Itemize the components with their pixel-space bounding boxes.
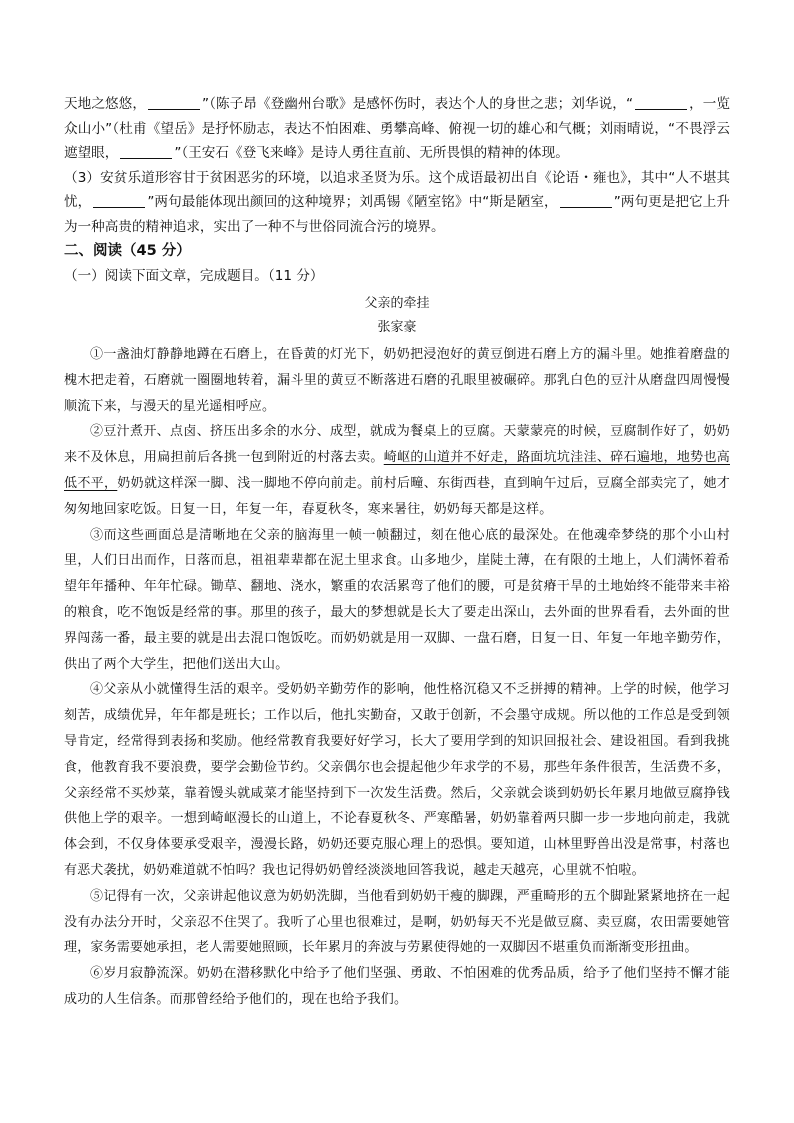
sub-section-title: （一）阅读下面文章，完成题目。（11 分） <box>64 267 324 284</box>
section-title: 二、阅读（45 分） <box>64 243 191 259</box>
text-segment: ”（陈子昂《登幽州台歌》是感怀伤时，表达个人的身世之悲；刘华说，“ <box>202 96 633 112</box>
text-segment: ”两句更是把它上升为一种高贵的精神追求，实出了一种不与世俗同流合污的境界。 <box>64 194 731 235</box>
underlined-sentence: 崎岖的山道并不好走，路面坑坑洼洼、碎石遍地，地势也高低不平， <box>64 450 730 491</box>
fill-in-paragraph-2 <box>64 166 730 240</box>
article-paragraph-1: ①一盏油灯静静地蹲在石磨上，在昏黄的灯光下，奶奶把浸泡好的黄豆倒进石磨上方的漏斗里。她推着磨盘的槐木把走着，石磨就一圈圈地转着，漏斗里的黄豆不断落进石磨的孔眼里被碾碎。那乳白色的豆汁从磨盘四周慢慢顺流下来，与漫天的星光遥相呼应。 <box>64 347 730 414</box>
fill-in-paragraph-1 <box>64 92 730 166</box>
answer-blank[interactable] <box>635 95 687 110</box>
article-body <box>64 342 730 1013</box>
text-segment: 天地之悠悠， <box>64 96 146 112</box>
article-paragraph-4: ④父亲从小就懂得生活的艰辛。受奶奶辛勤劳作的影响，他性格沉稳又不乏拼搏的精神。上学的时候，他学习刻苦，成绩优异，年年都是班长；工作以后，他扎实勤奋，又敢于创新，不会墨守成规。所以他的工作总是受到领导肯定，经常得到表扬和奖励。他经常教育我要好好学习，长大了要用学到的知识回报社会、建设祖国。看到我挑食，他教育我不要浪费，要学会勤俭节约。父亲偶尔也会提起他少年求学的不易，那些年条件很苦，生活费不多，父亲经常不买炒菜，靠着馒头就咸菜才能坚持到下一次发生活费。然后，父亲就会谈到奶奶长年累月地做豆腐挣钱供他上学的艰辛。一想到崎岖漫长的山道上，不论春夏秋冬、严寒酷暑，奶奶靠着两只脚一步一步地向前走，我就体会到，不仅身体要承受艰辛，漫漫长路，奶奶还要克服心理上的恐惧。要知道，山林里野兽出没是常事，村落也有恶犬袭扰，奶奶难道就不怕吗？我也记得奶奶曾经淡淡地回答我说，越走天越亮，心里就不怕啦。 <box>64 682 730 878</box>
text-segment: ”两句最能体现出颜回的这种境界；刘禹锡《陋室铭》中“斯是陋室， <box>147 194 558 210</box>
article-paragraph-2 <box>64 419 730 522</box>
document-page <box>64 92 730 1013</box>
text-segment: ②豆汁煮开、点卤、挤压出多余的水分、成型，就成为餐桌上的豆腐。天蒙蒙亮的时候，豆腐制作好了，奶奶来不及休息，用扁担前后各挑一包到附近的村落去卖。 <box>64 424 730 466</box>
article-title: 父亲的牵挂 <box>364 296 430 311</box>
text-segment: 奶奶就这样深一脚、浅一脚地不停向前走。前村后疃、东街西巷，直到晌午过后，豆腐全部卖完了，她才匆匆地回家吃饭。日复一日，年复一年，春夏秋冬，寒来暑往，奶奶每天都是这样。 <box>64 475 730 517</box>
article-paragraph-5: ⑤记得有一次，父亲讲起他议意为奶奶洗脚，当他看到奶奶干瘦的脚踝，严重畸形的五个脚趾紧紧地挤在一起没有办法分开时，父亲忍不住哭了。我听了心里也很难过，是啊，奶奶每天不光是做豆腐、卖豆腐，农田需要她管理，家务需要她承担，老人需要她照顾，长年累月的奔波与劳累使得她的一双脚因不堪重负而渐渐变形扭曲。 <box>64 888 730 956</box>
answer-blank[interactable] <box>120 144 172 159</box>
article-paragraph-6: ⑥岁月寂静流深。奶奶在潜移默化中给予了他们坚强、勇敢、不怕困难的优秀品质，给予了他们坚持不懈才能成功的人生信条。而那曾经给予他们的，现在也给予我们。 <box>64 966 730 1007</box>
answer-blank[interactable] <box>148 95 200 110</box>
article-author: 张家豪 <box>377 320 417 335</box>
answer-blank[interactable] <box>93 193 145 208</box>
text-segment: （3）安贫乐道形容甘于贫困恶劣的环境，以追求圣贤为乐。这个成语最初出自《论语・雍也》，其中“人不堪其忧， <box>64 169 730 210</box>
article-paragraph-3: ③而这些画面总是清晰地在父亲的脑海里一帧一帧翻过，刻在他心底的最深处。在他魂牵梦绕的那个小山村里，人们日出而作，日落而息，祖祖辈辈都在泥土里求食。山多地少，崖陡土薄，在有限的土地上，人们满怀着希望年年播种、年年忙碌。锄草、翻地、浇水，繁重的农活累弯了他们的腰，可是贫瘠干旱的土地始终不能带来丰裕的粮食，吃不饱饭是经常的事。那里的孩子，最大的梦想就是长大了要走出深山，去外面的世界看看，去外面的世界闯荡一番，最主要的就是出去混口饱饭吃。而奶奶就是用一双脚、一盘石磨，日复一日、年复一年地辛勤劳作，供出了两个大学生，把他们送出大山。 <box>64 527 730 672</box>
text-segment: ，一览众山小”（杜甫《望岳》是抒怀励志，表达不怕困难、勇攀高峰、俯视一切的雄心和气概；刘雨晴说，“不畏浮云遮望眼， <box>64 96 730 161</box>
text-segment: ”（王安石《登飞来峰》是诗人勇往直前、无所畏惧的精神的体现。 <box>174 145 569 161</box>
answer-blank[interactable] <box>560 193 612 208</box>
